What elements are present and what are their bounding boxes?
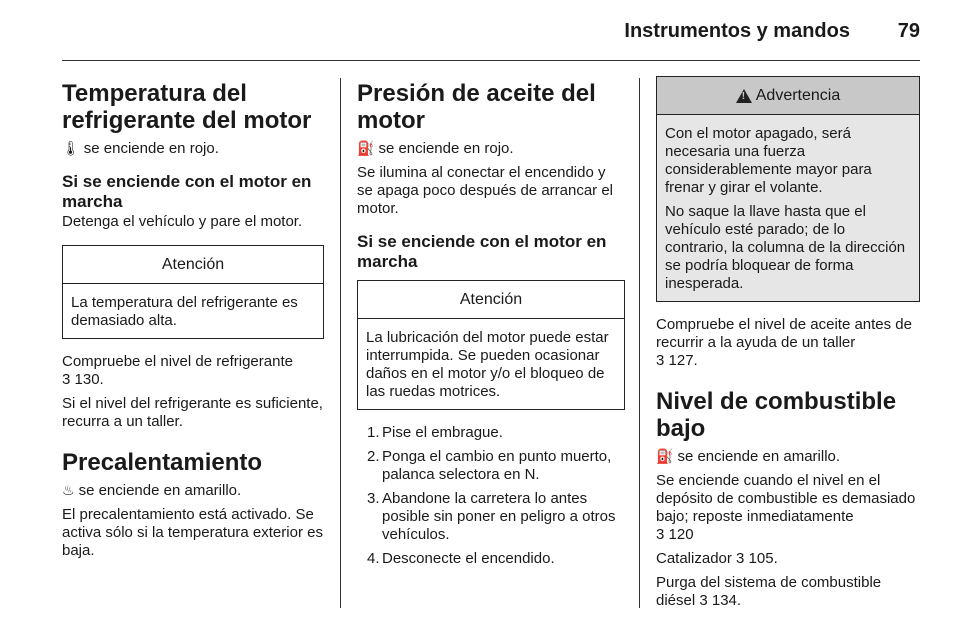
attention-body-oil: La lubricación del motor puede estar interrumpida. Se pueden ocasionar daños en el motor y/o el bloqueo de las ruedas motrices. [366, 329, 609, 400]
heading-if-running-oil: Si se enciende con el motor en marcha [357, 232, 607, 271]
catalyst-reference: Catalizador 3 105. [656, 550, 778, 567]
coolant-sufficient-text: Si el nivel del refrigerante es suficiente, recurra a un taller. [62, 395, 323, 430]
procedure-steps [357, 424, 625, 568]
column-divider-2 [639, 78, 640, 608]
fuel-indicator-line [656, 447, 920, 466]
oil-description: Se ilumina al conectar el encendido y se apaga poco después de arrancar el motor. [357, 164, 614, 217]
column-1 [62, 80, 324, 566]
coolant-page-reference: 3 130. [62, 371, 104, 388]
column-2 [357, 80, 625, 574]
check-coolant-level: Compruebe el nivel de refrigerante 3 130. [62, 353, 293, 388]
warning-paragraph-1: Con el motor apagado, será necesaria una fuerza considerablemente mayor para frenar y girar el volante. [665, 125, 872, 196]
column-divider-1 [340, 78, 341, 608]
oil-indicator-line [357, 139, 625, 158]
page-header [62, 20, 920, 50]
section-title: Instrumentos y mandos [624, 20, 850, 42]
running-instruction: Detenga el vehículo y pare el motor. [62, 213, 303, 230]
attention-box [62, 245, 324, 339]
step-item: 4. Desconecte el encendido. [367, 550, 555, 567]
check-oil-level: Compruebe el nivel de aceite antes de recurrir a la ayuda de un taller 3 127. [656, 316, 912, 369]
fuel-page-reference: 3 120 [656, 526, 694, 543]
column-3 [656, 76, 920, 616]
oil-on-text: se enciende en rojo. [378, 140, 514, 157]
preheat-indicator-line [62, 481, 324, 500]
coolant-temperature-icon: 🌡 [62, 140, 80, 156]
header-rule [62, 60, 920, 61]
page-number: 79 [897, 20, 920, 42]
warning-triangle-icon [736, 89, 752, 103]
preheat-description: El precalentamiento está activado. Se activa sólo si la temperatura exterior es baja. [62, 506, 323, 559]
preheat-icon: ♨ [62, 482, 75, 498]
heading-low-fuel: Nivel de combustible bajo [656, 388, 897, 442]
heading-coolant-temperature: Temperatura del refrigerante del motor [62, 80, 312, 134]
warning-paragraph-2: No saque la llave hasta que el vehículo esté parado; de lo contrario, la columna de la dirección se podría bloquear de forma inesperada. [665, 203, 906, 292]
step-item: 1. Pise el embrague. [367, 424, 503, 441]
fuel-description: Se enciende cuando el nivel en el depósito de combustible es demasiado bajo; reposte inmediatamente 3 120 [656, 472, 916, 543]
fuel-pump-icon: ⛽ [656, 448, 674, 464]
attention-title: Atención [63, 246, 323, 284]
fuel-on-text: se enciende en amarillo. [677, 448, 841, 465]
attention-body: La temperatura del refrigerante es demasiado alta. [71, 294, 298, 329]
diesel-purge-reference: Purga del sistema de combustible diésel 3 134. [656, 574, 882, 609]
step-item: 3. Abandone la carretera lo antes posible sin poner en peligro a otros vehículos. [367, 490, 616, 543]
oil-pressure-icon: ⛽ [357, 140, 375, 156]
warning-header [657, 77, 919, 115]
heading-preheating: Precalentamiento [62, 449, 263, 476]
step-item: 2. Ponga el cambio en punto muerto, palanca selectora en N. [367, 448, 612, 483]
warning-body [657, 115, 919, 301]
heading-if-running: Si se enciende con el motor en marcha [62, 172, 312, 211]
warning-box [656, 76, 920, 302]
preheat-on-text: se enciende en amarillo. [78, 482, 242, 499]
warning-title: Advertencia [755, 86, 841, 104]
coolant-on-text: se enciende en rojo. [83, 140, 219, 157]
oil-page-reference: 3 127. [656, 352, 698, 369]
coolant-indicator-line [62, 139, 324, 158]
heading-oil-pressure: Presión de aceite del motor [357, 80, 596, 134]
attention-title-oil: Atención [358, 281, 624, 319]
attention-box-oil [357, 280, 625, 410]
